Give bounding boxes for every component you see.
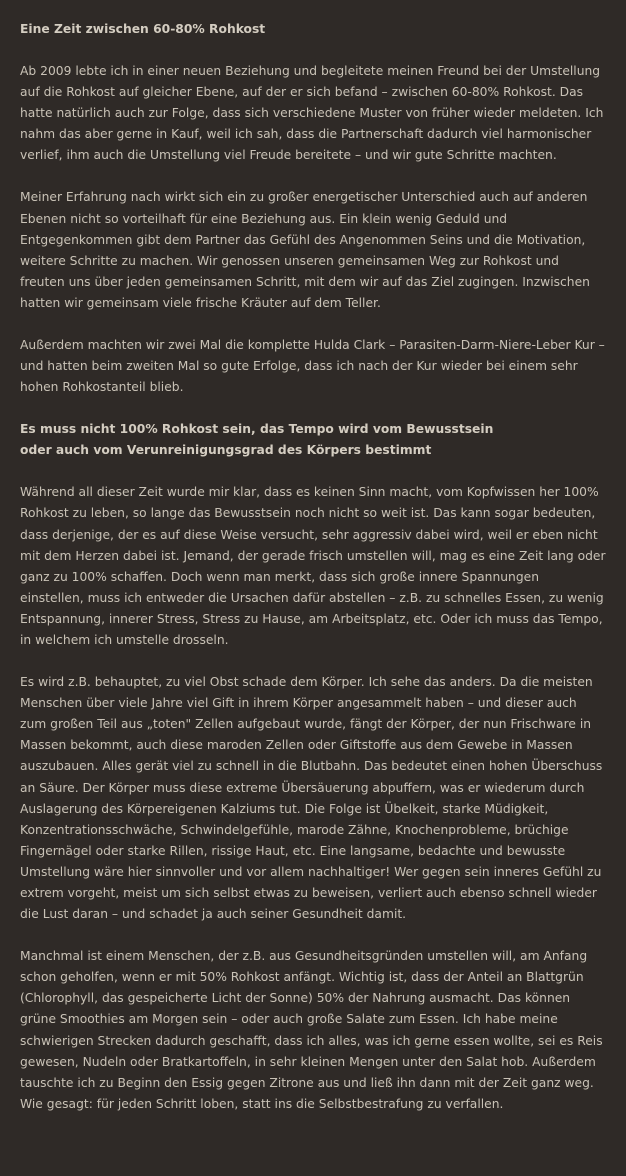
paragraph-fruit-acidity: Es wird z.B. behauptet, zu viel Obst schade dem Körper. Ich sehe das anders. Da die meisten Menschen über viele Jahre viel Gift in ihrem Körper angesammelt haben – und dieser auch zum großen Teil aus „toten" Zellen aufgebaut wurde, fängt der Körper, der nun Frischware in Massen bekommt, auch diese maroden Zellen oder Giftstoffe aus dem Gewebe in Massen auszubauen. Alles gerät viel zu schnell in die Blutbahn. Das bedeutet einen hohen Überschuss an Säure. Der Körper muss diese extreme Übersäuerung abpuffern, was er wiederum durch Auslagerung des Körpereigenen Kalziums tut. Die Folge ist Übelkeit, starke Müdigkeit, Konzentrationsschwäche, Schwindelgefühle, marode Zähne, Knochenprobleme, brüchige Fingernägel oder starke Rillen, rissige Haut, etc. Eine langsame, bedachte und bewusste Umstellung wäre hier sinnvoller und vor allem nachhaltiger! Wer gegen sein inneres Gefühl zu extrem vorgeht, meist um sich selbst etwas zu beweisen, verliert auch ebenso schnell wieder die Lust daran – und schadet ja auch seiner Gesundheit damit. bbox=[20, 675, 603, 922]
heading-text: Eine Zeit zwischen 60-80% Rohkost bbox=[20, 22, 266, 36]
paragraph-fifty-percent: Manchmal ist einem Menschen, der z.B. aus Gesundheitsgründen umstellen will, am Anfang schon geholfen, wenn er mit 50% Rohkost anfängt. Wichtig ist, dass der Anteil an Blattgrün (Chlorophyll, das gespeicherte Licht der Sonne) 50% der Nahrung ausmacht. Das können grüne Smoothies am Morgen sein – oder auch große Salate zum Essen. Ich habe meine schwierigen Strecken dadurch geschafft, dass ich alles, was ich gerne essen wollte, sei es Reis gewesen, Nudeln oder Bratkartoffeln, in sehr kleinen Mengen unter den Salat hob. Außerdem tauschte ich zu Beginn den Essig gegen Zitrone aus und ließ ihn dann mit der Zeit ganz weg. Wie gesagt: für jeden Schritt loben, statt ins die Selbstbestrafung zu verfallen. bbox=[20, 949, 603, 1111]
section-heading-not-100-percent bbox=[20, 419, 606, 461]
paragraph-energetic-difference: Meiner Erfahrung nach wirkt sich ein zu großer energetischer Unterschied auch auf anderen Ebenen nicht so vorteilhaft für eine Beziehung aus. Ein klein wenig Geduld und Entgegenkommen gibt dem Partner das Gefühl des Angenommen Seins und die Motivation, weitere Schritte zu machen. Wir genossen unseren gemeinsamen Weg zur Rohkost und freuten uns über jeden gemeinsamen Schritt, mit dem wir auf das Ziel zugingen. Inzwischen hatten wir gemeinsam viele frische Kräuter auf dem Teller. bbox=[20, 190, 590, 310]
paragraph-consciousness: Während all dieser Zeit wurde mir klar, dass es keinen Sinn macht, vom Kopfwissen her 100% Rohkost zu leben, so lange das Bewusstsein noch nicht so weit ist. Das kann sogar bedeuten, dass derjenige, der es auf diese Weise versucht, sehr aggressiv dabei wird, weil er eben nicht mit dem Herzen dabei ist. Jemand, der gerade frisch umstellen will, mag es eine Zeit lang oder ganz zu 100% schaffen. Doch wenn man merkt, dass sich große innere Spannungen einstellen, muss ich entweder die Ursachen dafür abstellen – z.B. zu schnelles Essen, zu wenig Entspannung, innerer Stress, Stress zu Hause, am Arbeitsplatz, etc. Oder ich muss das Tempo, in welchem ich umstelle drosseln. bbox=[20, 485, 606, 647]
heading-line-2: oder auch vom Verunreinigungsgrad des Körpers bestimmt bbox=[20, 443, 432, 458]
section-heading-raw-food-period bbox=[20, 19, 606, 40]
heading-line-1: Es muss nicht 100% Rohkost sein, das Tempo wird vom Bewusstsein bbox=[20, 422, 494, 437]
paragraph-hulda-clark: Außerdem machten wir zwei Mal die komplette Hulda Clark – Parasiten-Darm-Niere-Leber Kur – und hatten beim zweiten Mal so gute Erfolge, dass ich nach der Kur wieder bei einem sehr hohen Rohkostanteil blieb. bbox=[20, 338, 605, 395]
paragraph-relationship: Ab 2009 lebte ich in einer neuen Beziehung und begleitete meinen Freund bei der Umstellung auf die Rohkost auf gleicher Ebene, auf der er sich befand – zwischen 60-80% Rohkost. Das hatte natürlich auch zur Folge, dass sich verschiedene Muster von früher wieder meldeten. Ich nahm das aber gerne in Kauf, weil ich sah, dass die Partnerschaft dadurch viel harmonischer verlief, ihm auch die Umstellung viel Freude bereitete – und wir gute Schritte machten. bbox=[20, 64, 604, 163]
